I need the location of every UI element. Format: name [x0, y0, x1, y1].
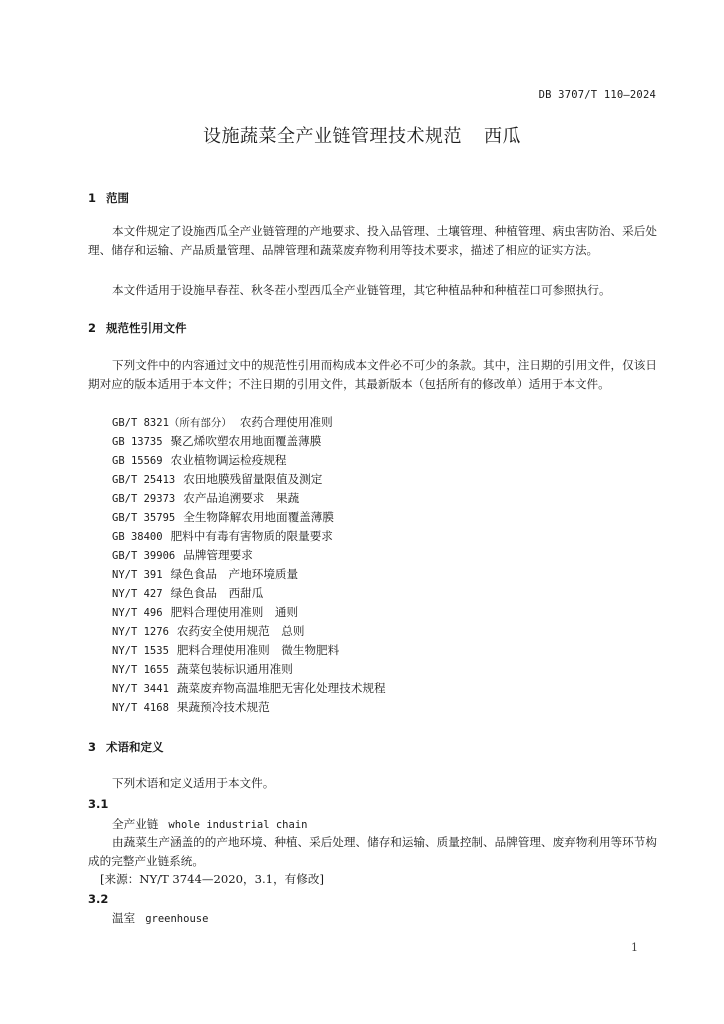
- term-3-1-number: 3.1: [88, 797, 109, 811]
- reference-list: [112, 413, 386, 717]
- reference-item: NY/T 496 肥料合理使用准则 通则: [112, 605, 299, 619]
- term-3-1-definition: 由蔬菜生产涵盖的的产地环境、种植、采后处理、储存和运输、质量控制、品牌管理、废弃物利用等环节构成的完整产业链系统。: [88, 835, 657, 868]
- title-main: 设施蔬菜全产业链管理技术规范: [203, 126, 462, 147]
- section-3-heading: 3 术语和定义: [88, 740, 164, 754]
- page-title: [0, 122, 724, 148]
- reference-item: GB/T 25413 农田地膜残留量限值及测定: [112, 472, 323, 486]
- reference-item: NY/T 4168 果蔬预冷技术规范: [112, 700, 270, 714]
- title-sub: 西瓜: [484, 126, 521, 147]
- reference-item: NY/T 1535 肥料合理使用准则 微生物肥料: [112, 643, 340, 657]
- reference-item: NY/T 1276 农药安全使用规范 总则: [112, 624, 305, 638]
- section-1-heading: 1 范围: [88, 191, 129, 205]
- term-zh: 温室: [112, 911, 136, 925]
- page-number: 1: [631, 941, 638, 954]
- term-3-1: [112, 816, 307, 832]
- reference-item: GB/T 35795 全生物降解农用地面覆盖薄膜: [112, 510, 334, 524]
- section-1-para-2: 本文件适用于设施早春茬、秋冬茬小型西瓜全产业链管理，其它种植品种和种植茬口可参照执行。: [112, 283, 611, 297]
- term-3-2: [112, 910, 208, 926]
- reference-item: NY/T 427 绿色食品 西甜瓜: [112, 586, 264, 600]
- reference-item: GB/T 29373 农产品追溯要求 果蔬: [112, 491, 300, 505]
- term-3-1-source: [来源：NY/T 3744—2020，3.1，有修改]: [100, 872, 324, 886]
- doc-number: DB 3707/T 110—2024: [538, 89, 656, 101]
- reference-item: GB 15569 农业植物调运检疫规程: [112, 453, 287, 467]
- section-1-para-1: 本文件规定了设施西瓜全产业链管理的产地要求、投入品管理、土壤管理、种植管理、病虫害防治、采后处理、储存和运输、产品质量管理、品牌管理和蔬菜废弃物利用等技术要求，描述了相应的证实方法。: [88, 224, 657, 257]
- reference-item: GB 38400 肥料中有毒有害物质的限量要求: [112, 529, 333, 543]
- term-en: greenhouse: [145, 913, 209, 925]
- reference-item: NY/T 391 绿色食品 产地环境质量: [112, 567, 299, 581]
- reference-item: NY/T 1655 蔬菜包装标识通用准则: [112, 662, 293, 676]
- reference-item: NY/T 3441 蔬菜废弃物高温堆肥无害化处理技术规程: [112, 681, 386, 695]
- reference-item: GB/T 8321（所有部分） 农药合理使用准则: [112, 415, 333, 429]
- term-en: whole industrial chain: [168, 819, 308, 831]
- term-zh: 全产业链: [112, 817, 159, 831]
- section-3-intro: 下列术语和定义适用于本文件。: [112, 776, 275, 790]
- section-2-heading: 2 规范性引用文件: [88, 321, 187, 335]
- section-2-intro: 下列文件中的内容通过文中的规范性引用而构成本文件必不可少的条款。其中，注日期的引用文件，仅该日期对应的版本适用于本文件；不注日期的引用文件，其最新版本（包括所有的修改单）适用于本文件。: [88, 358, 657, 391]
- reference-item: GB/T 39906 品牌管理要求: [112, 548, 253, 562]
- term-3-2-number: 3.2: [88, 892, 109, 906]
- reference-item: GB 13735 聚乙烯吹塑农用地面覆盖薄膜: [112, 434, 322, 448]
